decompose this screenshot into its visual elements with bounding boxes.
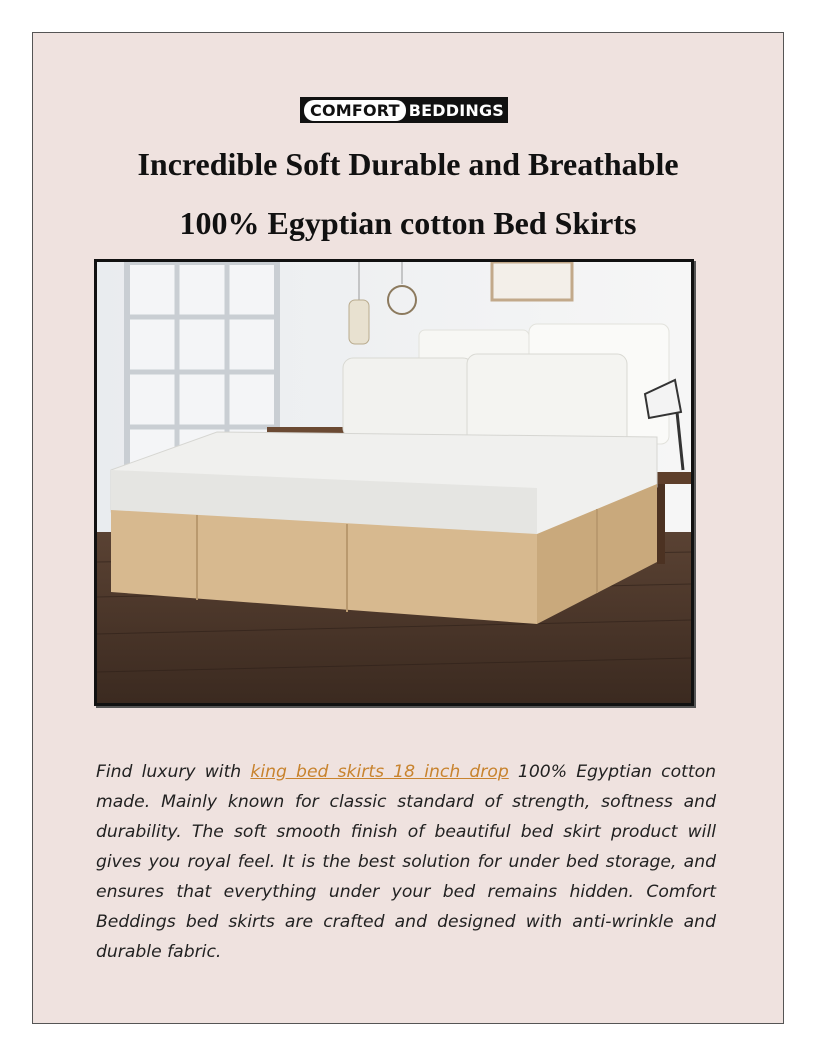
logo-part-comfort: COMFORT [304,100,406,121]
king-bed-skirts-link[interactable]: king bed skirts 18 inch drop [250,762,509,782]
page-title-line2: 100% Egyptian cotton Bed Skirts [179,205,637,241]
page-title-line1: Incredible Soft Durable and Breathable [137,146,679,182]
bed-photo [94,259,694,706]
logo-part-beddings: BEDDINGS [408,100,505,120]
paragraph-body: 100% Egyptian cotton made. Mainly known for classic standard of strength, softness and durability. The soft smooth finish of beautiful bed skirt product will gives you royal feel. It is the best solution for under bed storage, and ensures that everything under your bed remains hidden. Comfort Beddings bed skirts are crafted and designed with anti-wrinkle and durable fabric. [96,762,716,962]
brand-logo [300,97,508,123]
paragraph-intro: Find luxury with [96,762,251,782]
bed-photo-illustration [97,262,691,703]
description-paragraph [96,757,716,967]
